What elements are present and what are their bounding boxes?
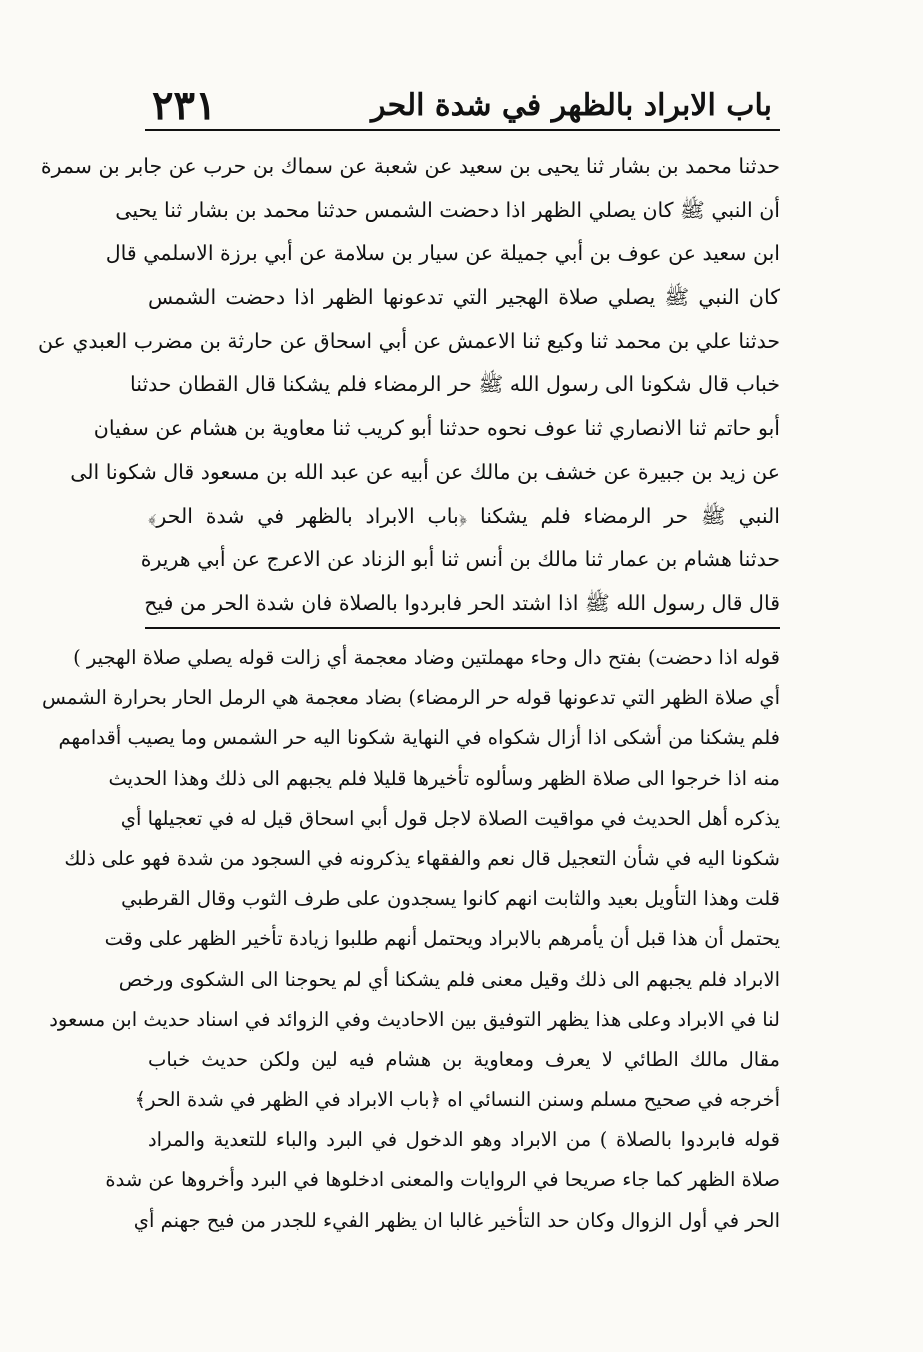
commentary-line: يذكره أهل الحديث في مواقيت الصلاة لاجل قول أبي اسحاق قيل له في تعجيلها أي bbox=[120, 806, 780, 830]
page-header bbox=[140, 82, 780, 129]
commentary-line: الحر في أول الزوال وكان حد التأخير غالبا ان يظهر الفيء للجدر من فيح جهنم أي bbox=[133, 1208, 780, 1232]
commentary-line: شكونا اليه في شأن التعجيل قال نعم والفقهاء يذكرونه في السجود من شدة فهو على ذلك bbox=[64, 846, 780, 870]
hadith-line: حدثنا هشام بن عمار ثنا مالك بن أنس ثنا أبو الزناد عن الاعرج عن أبي هريرة bbox=[140, 547, 780, 572]
header-rule bbox=[145, 129, 780, 131]
commentary-line: يحتمل أن هذا قبل أن يأمرهم بالابراد ويحتمل أنهم طلبوا زيادة تأخير الظهر على وقت bbox=[104, 927, 780, 951]
hadith-line: خباب قال شكونا الى رسول الله ﷺ حر الرمضاء فلم يشكنا قال القطان حدثنا bbox=[130, 372, 780, 397]
commentary-divider bbox=[145, 627, 780, 629]
commentary-line: لنا في الابراد وعلى هذا يظهر التوفيق بين الاحاديث وفي الزوائد في اسناد حديث ابن مسعود bbox=[49, 1007, 780, 1031]
hadith-line: النبي ﷺ حر الرمضاء فلم يشكنا ﴿باب الابراد بالظهر في شدة الحر﴾ bbox=[148, 503, 780, 528]
hadith-text bbox=[38, 145, 780, 626]
commentary-text bbox=[41, 638, 780, 1241]
hadith-line: قال قال رسول الله ﷺ اذا اشتد الحر فابردوا بالصلاة فان شدة الحر من فيح bbox=[144, 590, 780, 615]
commentary-line: منه اذا خرجوا الى صلاة الظهر وسألوه تأخيرها قليلا فلم يجبهم الى ذلك وهذا الحديث bbox=[108, 766, 780, 790]
commentary-line: قوله اذا دحضت) بفتح دال وحاء مهملتين وضاد معجمة أي زالت قوله يصلي صلاة الهجير ) bbox=[73, 646, 780, 669]
hadith-line: حدثنا محمد بن بشار ثنا يحيى بن سعيد عن شعبة عن سماك بن حرب عن جابر بن سمرة bbox=[40, 154, 780, 178]
commentary-line: مقال مالك الطائي لا يعرف ومعاوية بن هشام فيه لين ولكن حديث خباب bbox=[148, 1047, 780, 1071]
hadith-line: ابن سعيد عن عوف بن أبي جميلة عن سيار بن سلامة عن أبي برزة الاسلمي قال bbox=[105, 241, 780, 266]
hadith-line: عن زيد بن جبيرة عن خشف بن مالك عن أبيه عن عبد الله بن مسعود قال شكونا الى bbox=[70, 459, 780, 484]
commentary-line: قوله فابردوا بالصلاة ) من الابراد وهو الدخول في البرد والباء للتعدية والمراد bbox=[148, 1128, 780, 1152]
running-title: باب الابراد بالظهر في شدة الحر bbox=[371, 88, 772, 123]
commentary-line: أخرجه في صحيح مسلم وسنن النسائي اه ﴿باب الابراد في الظهر في شدة الحر﴾ bbox=[134, 1088, 780, 1112]
hadith-line: كان النبي ﷺ يصلي صلاة الهجير التي تدعونها الظهر اذا دحضت الشمس bbox=[148, 285, 780, 310]
commentary-line: صلاة الظهر كما جاء صريحا في الروايات والمعنى ادخلوها في البرد وأخروها عن شدة bbox=[105, 1168, 780, 1192]
hadith-line: أن النبي ﷺ كان يصلي الظهر اذا دحضت الشمس حدثنا محمد بن بشار ثنا يحيى bbox=[115, 197, 780, 222]
commentary-line: قلت وهذا التأويل بعيد والثابت انهم كانوا يسجدون على طرف الثوب وقال القرطبي bbox=[121, 887, 780, 911]
commentary-line: الابراد فلم يجبهم الى ذلك وقيل معنى فلم يشكنا أي لم يحوجنا الى الشكوى ورخص bbox=[118, 967, 780, 991]
page-number: ٢٣١ bbox=[152, 82, 217, 129]
commentary-line: أي صلاة الظهر التي تدعونها قوله حر الرمضاء) بضاد معجمة هي الرمل الحار بحرارة الشمس bbox=[41, 686, 780, 710]
commentary-line: فلم يشكنا من أشكى اذا أزال شكواه في النهاية شكونا اليه حر الشمس وما يصيب أقدامهم bbox=[58, 726, 780, 750]
hadith-line: حدثنا علي بن محمد ثنا وكيع ثنا الاعمش عن أبي اسحاق عن حارثة بن مضرب العبدي عن bbox=[38, 328, 780, 353]
hadith-line: أبو حاتم ثنا الانصاري ثنا عوف نحوه حدثنا أبو كريب ثنا معاوية بن هشام عن سفيان bbox=[93, 416, 780, 441]
